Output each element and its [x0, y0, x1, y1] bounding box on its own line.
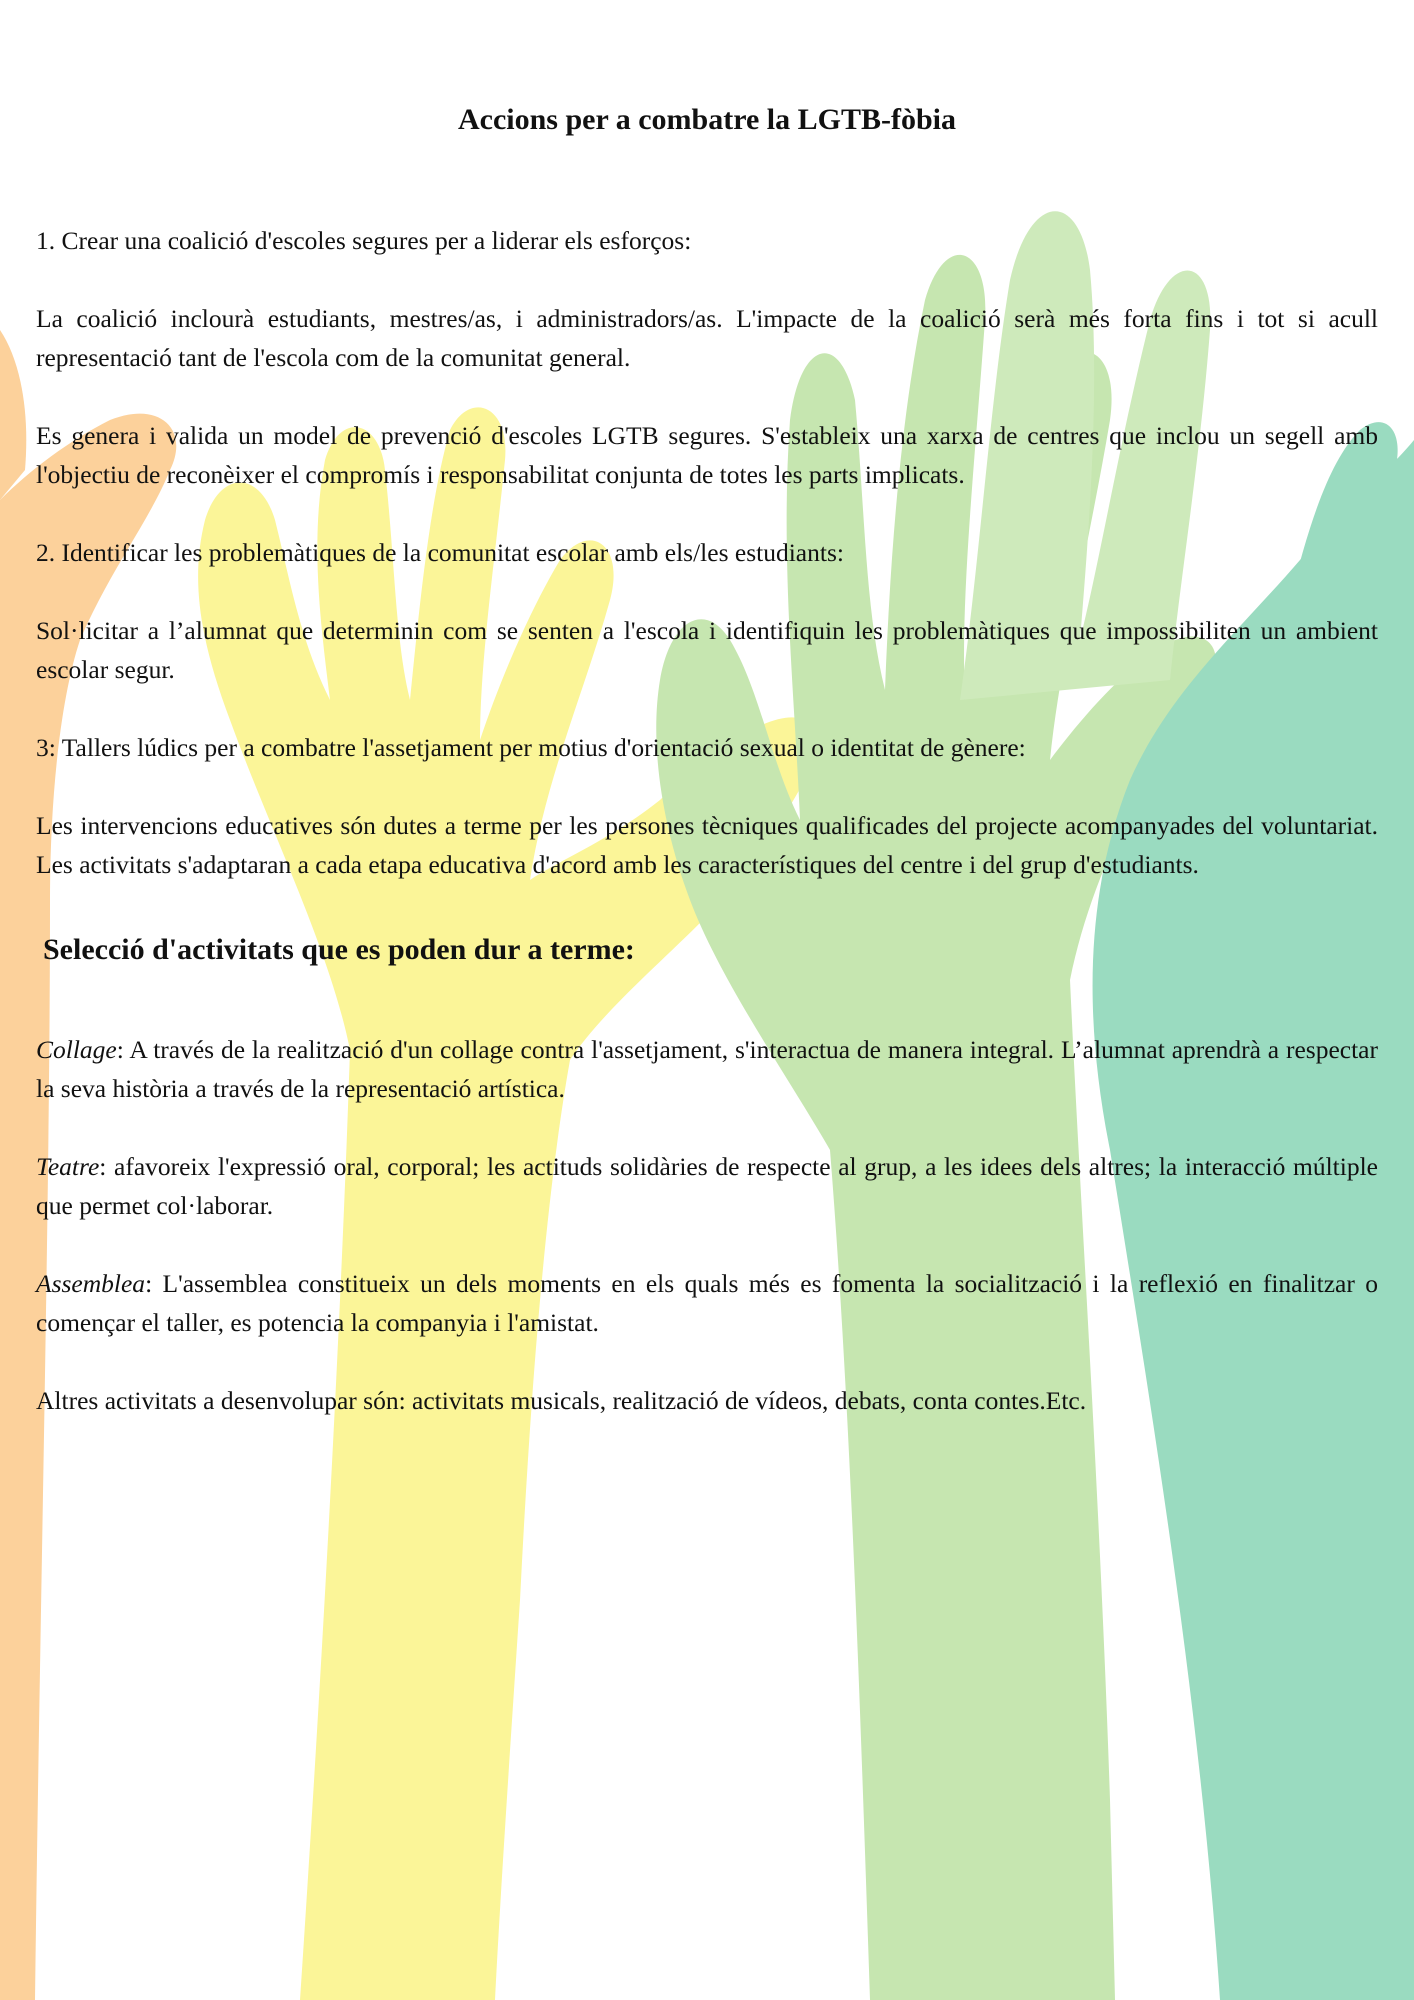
page-title: Accions per a combatre la LGTB-fòbia	[457, 103, 957, 136]
action-heading-3: 3: Tallers lúdics per a combatre l'assetjament per motius d'orientació sexual o identitat de gènere:	[36, 733, 1026, 762]
closing-paragraph: Altres activitats a desenvolupar són: activitats musicals, realització de vídeos, debats, conta contes.Etc.	[36, 1386, 1087, 1415]
paragraph-coalition: La coalició inclourà estudiants, mestres/as, i administradors/as. L'impacte de la coalició serà més forta fins i tot si acull representació tant de l'escola com de la comunitat general.	[36, 304, 1378, 372]
activity-teatre	[36, 1147, 1378, 1225]
activity-term: Collage	[36, 1035, 117, 1064]
activity-description: : A través de la realització d'un collage contra l'assetjament, s'interactua de manera integral. L’alumnat aprendrà a respectar la seva història a través de la representació artística.	[36, 1035, 1378, 1103]
activity-term: Assemblea	[36, 1269, 146, 1298]
document-body	[36, 221, 1378, 1459]
action-heading-2: 2. Identificar les problemàtiques de la comunitat escolar amb els/les estudiants:	[36, 538, 844, 567]
activity-description: : afavoreix l'expressió oral, corporal; les actituds solidàries de respecte al grup, a les idees dels altres; la interacció múltiple que permet col·laborar.	[36, 1152, 1378, 1220]
activity-assemblea	[36, 1264, 1378, 1342]
paragraph-student-survey: Sol·licitar a l’alumnat que determinin com se senten a l'escola i identifiquin les problemàtiques que impossibiliten un ambient escolar segur.	[36, 616, 1378, 684]
section-subtitle: Selecció d'activitats que es poden dur a terme:	[43, 933, 635, 966]
activity-term: Teatre	[36, 1152, 100, 1181]
paragraph-prevention-model: Es genera i valida un model de prevenció d'escoles LGTB segures. S'estableix una xarxa de centres que inclou un segell amb l'objectiu de reconèixer el compromís i responsabilitat conjunta de totes les parts implicats.	[36, 421, 1378, 489]
activity-collage	[36, 1030, 1378, 1108]
action-heading-1: 1. Crear una coalició d'escoles segures per a liderar els esforços:	[36, 226, 692, 255]
paragraph-interventions: Les intervencions educatives són dutes a terme per les persones tècniques qualificades del projecte acompanyades del voluntariat. Les activitats s'adaptaran a cada etapa educativa d'acord amb les característiques del centre i del grup d'estudiants.	[36, 811, 1378, 879]
activity-description: : L'assemblea constitueix un dels moments en els quals més es fomenta la socialització i la reflexió en finalitzar o començar el taller, es potencia la companyia i l'amistat.	[36, 1269, 1378, 1337]
